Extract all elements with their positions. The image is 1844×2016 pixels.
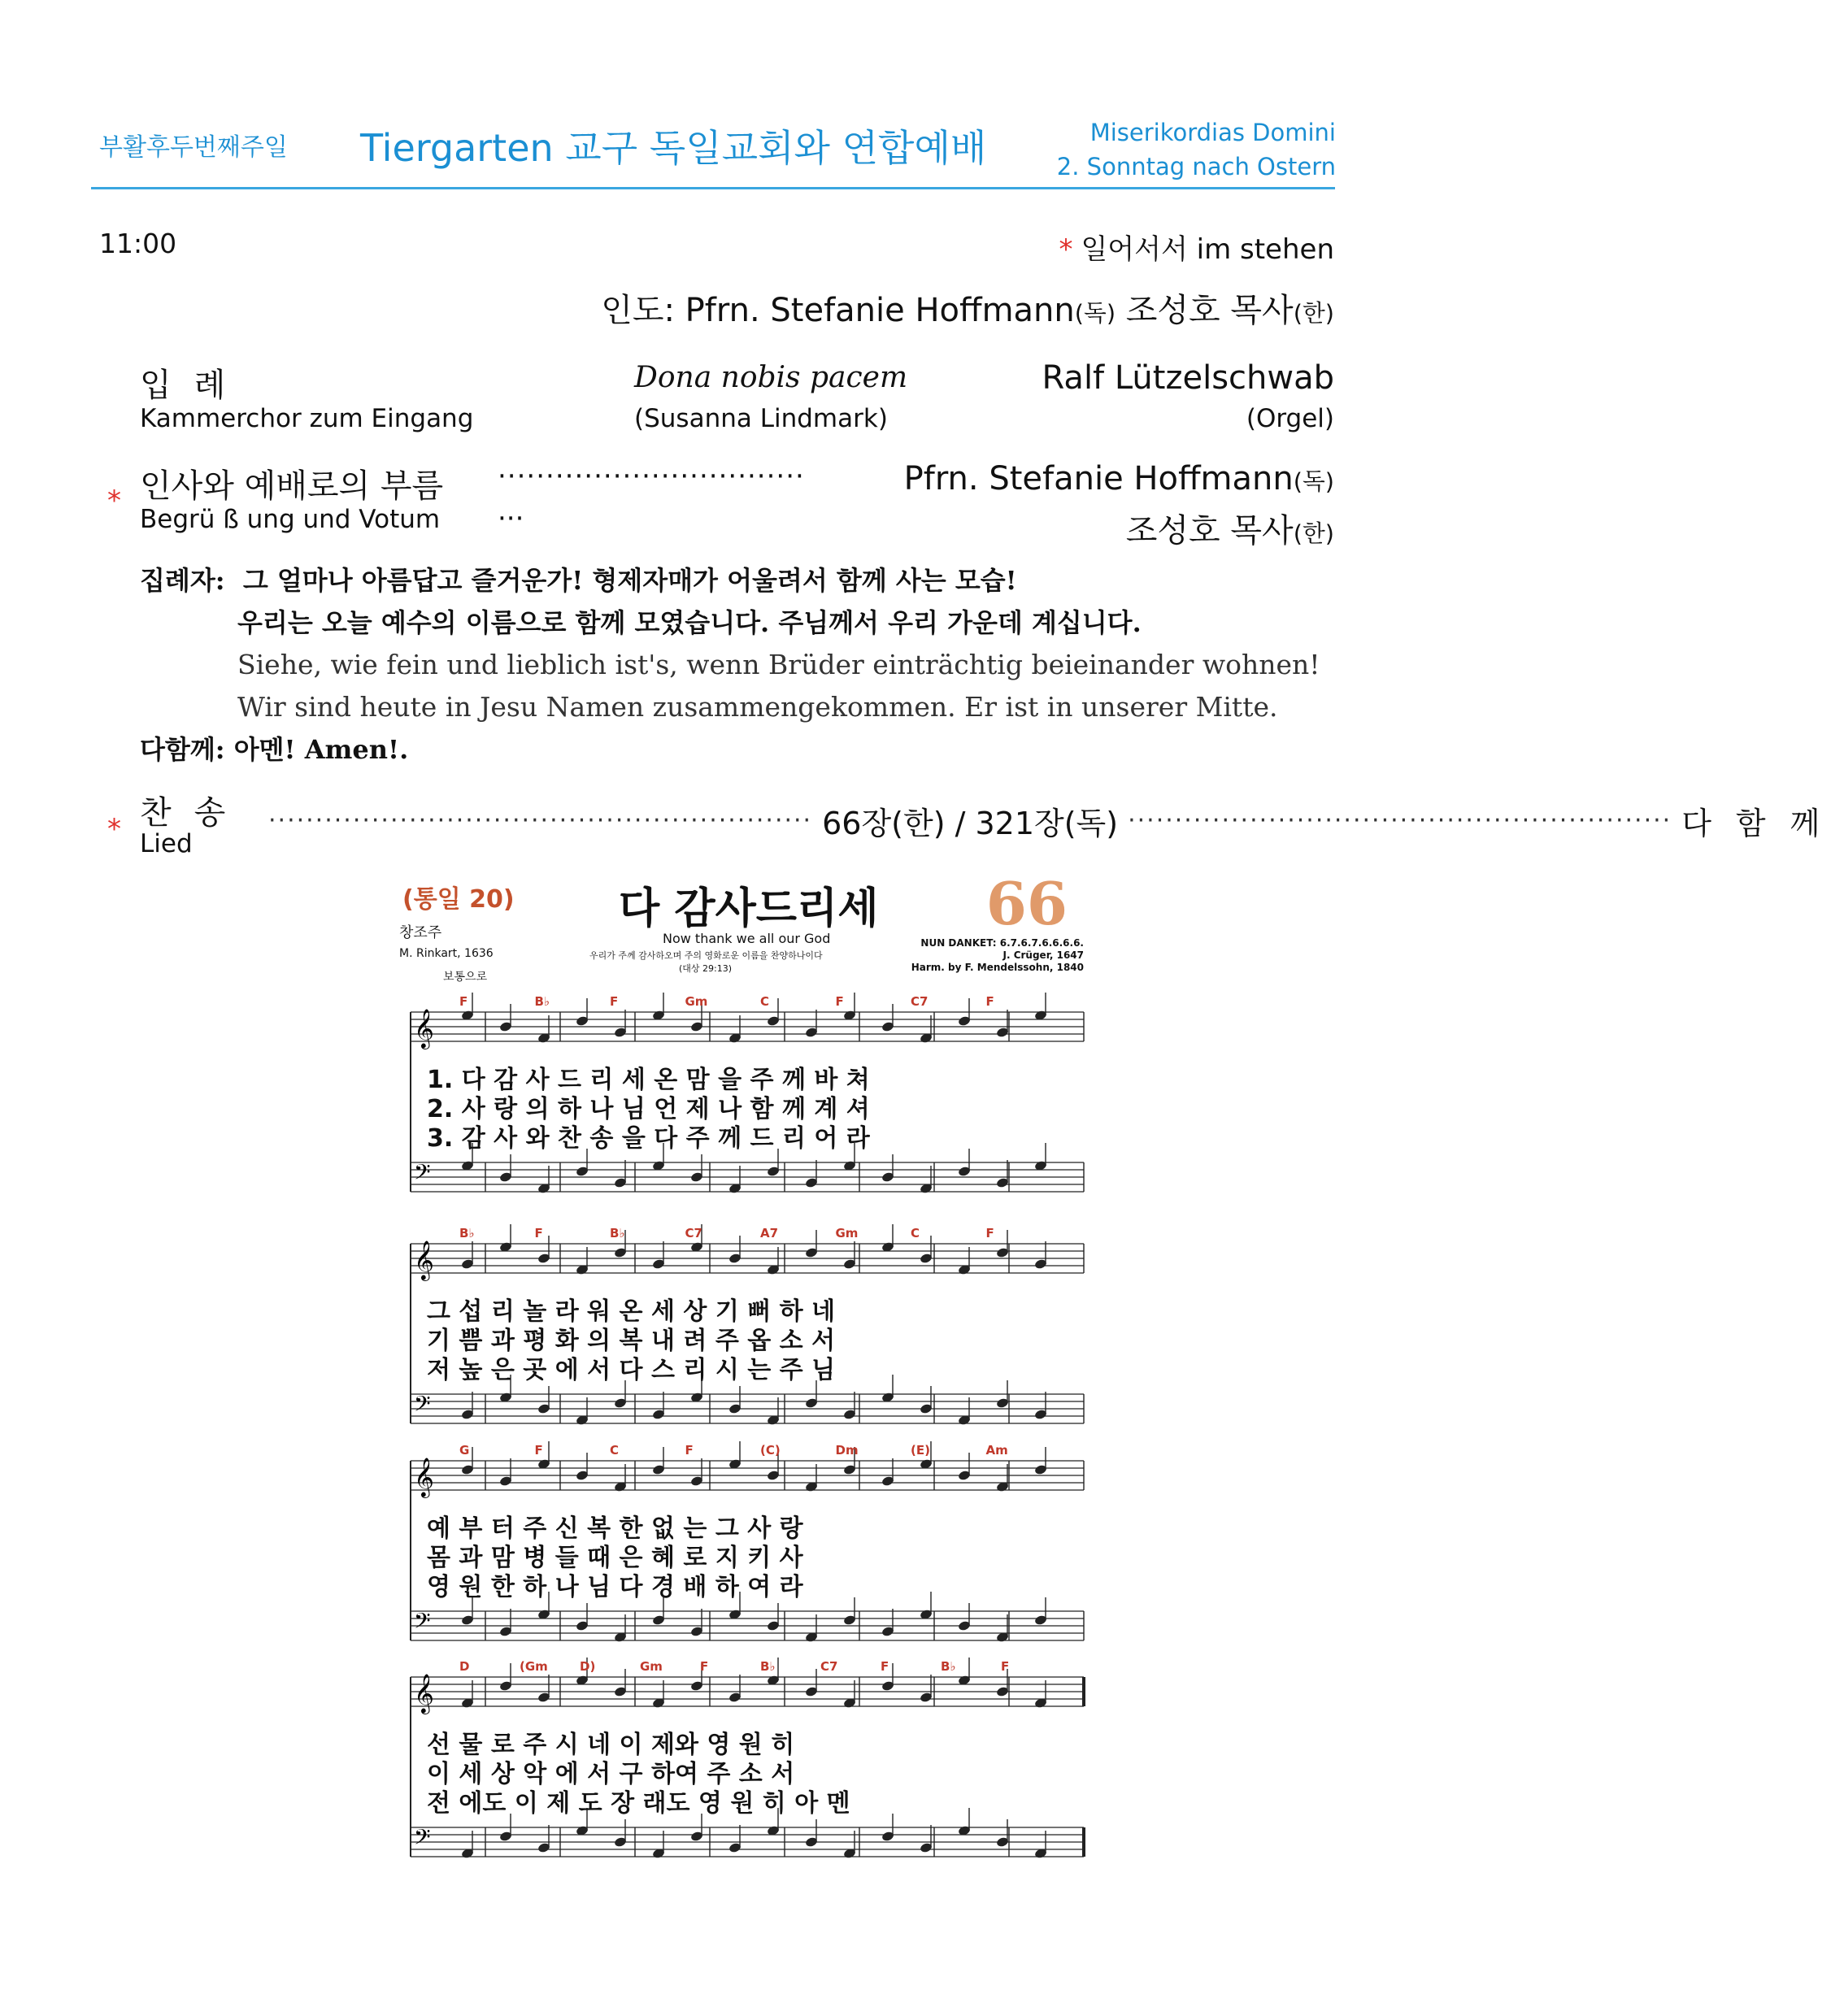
score-chord: B♭ — [941, 1659, 956, 1674]
score-chord: F — [534, 1443, 543, 1458]
liturgy-line-3: Siehe, wie fein und lieblich ist's, wenn Brüder einträchtig beieinander wohnen! — [237, 649, 1320, 680]
score-lyric-line: 전 에도 이 제 도 장 래도 영 원 히 아 멘 — [427, 1789, 850, 1818]
score-chord: C — [610, 1443, 620, 1458]
leader-german: Pfrn. Stefanie Hoffmann — [685, 292, 1075, 329]
score-meter-harmony: Harm. by F. Mendelssohn, 1840 — [911, 962, 1084, 973]
stand-note-text: 일어서서 im stehen — [1081, 233, 1334, 266]
score-chord: F — [459, 994, 468, 1009]
header-divider — [91, 187, 1335, 189]
header-sunday-latin: Miserikordias Domini — [1089, 119, 1336, 146]
score-chord: B♭ — [459, 1226, 475, 1240]
score-chord: F — [881, 1659, 889, 1674]
greeting-person-korean-tag: (한) — [1293, 519, 1334, 547]
score-chord: Gm — [640, 1659, 663, 1674]
greeting-person-german — [904, 460, 1334, 497]
liturgy-text-1: 그 얼마나 아름답고 즐거운가! 형제자매가 어울려서 함께 사는 모습! — [242, 565, 1017, 596]
hymn-title-ko: 찬송 — [140, 794, 249, 832]
score-lyric-line: 영 원 한 하 나 님 다 경 배 하 여 라 — [427, 1573, 803, 1601]
score-english-title: Now thank we all our God — [663, 931, 831, 946]
liturgy-line-2: 우리는 오늘 예수의 이름으로 함께 모였습니다. 주님께서 우리 가운데 계십니다. — [237, 607, 1142, 638]
score-chord: F — [985, 1226, 994, 1240]
score-chord: C7 — [685, 1226, 702, 1240]
prelude-title-ko: 입례 — [140, 367, 249, 404]
score-lyric-line: 2. 사 랑 의 하 나 님 언 제 나 함 께 계 셔 — [427, 1095, 870, 1123]
score-verse-ref: (대상 29:13) — [679, 963, 733, 974]
score-category: 창조주 — [399, 924, 442, 941]
score-lyric-line: 저 높 은 곳 에 서 다 스 리 시 는 주 님 — [427, 1356, 836, 1384]
hymn-dots-left: ·························································· — [268, 806, 813, 835]
liturgy-line-4: Wir sind heute in Jesu Namen zusammengekommen. Er ist in unserer Mitte. — [237, 691, 1278, 723]
prelude-instrument: (Orgel) — [1246, 404, 1334, 433]
greeting-dots-2: ··· — [498, 502, 524, 535]
prelude-performer: Ralf Lützelschwab — [1042, 359, 1334, 397]
score-chord: D — [459, 1659, 470, 1674]
liturgy-leader-label: 집례자: — [140, 565, 225, 596]
header-sunday-german: 2. Sonntag nach Ostern — [1056, 153, 1336, 180]
prelude-piece: Dona nobis pacem — [634, 361, 908, 394]
score-chord: D) — [580, 1659, 596, 1674]
score-lyric-line: 이 세 상 악 에 서 구 하여 주 소 서 — [427, 1760, 795, 1788]
header-title: Tiergarten 교구 독일교회와 연합예배 — [360, 126, 987, 170]
stand-note — [1059, 227, 1334, 267]
bass-clef-icon: 𝄢 — [414, 1391, 431, 1422]
score-number: 66 — [985, 869, 1068, 938]
leader-korean: 조성호 목사 — [1125, 292, 1294, 329]
treble-clef-icon: 𝄞 — [414, 1457, 434, 1497]
score-lyric-line: 기 쁨 과 평 화 의 복 내 려 주 옵 소 서 — [427, 1327, 836, 1355]
score-meter-composer: J. Crüger, 1647 — [1002, 949, 1084, 961]
greeting-title-ko: 인사와 예배로의 부름 — [140, 467, 444, 505]
leaders-label: 인도: — [601, 292, 675, 329]
score-chord: F — [835, 994, 844, 1009]
liturgy-block — [140, 559, 1320, 771]
score-chord: C — [760, 994, 770, 1009]
leader-german-tag: (독) — [1074, 299, 1116, 327]
greeting-person-korean — [1126, 505, 1334, 551]
score-chord: B♭ — [610, 1226, 625, 1240]
treble-clef-icon: 𝄞 — [414, 1673, 434, 1713]
stand-star-icon: * — [1059, 233, 1073, 266]
header-sunday-ko: 부활후두번째주일 — [99, 133, 288, 162]
score-chord: C7 — [911, 994, 929, 1009]
score-chord: B♭ — [760, 1659, 776, 1674]
score-chord: C7 — [820, 1659, 838, 1674]
score-chord: Dm — [835, 1443, 859, 1458]
score-badge: (통일 20) — [402, 885, 515, 914]
score-lyric-line: 그 섭 리 놀 라 워 온 세 상 기 뻐 하 네 — [427, 1297, 836, 1326]
score-lyric-line: 예 부 터 주 신 복 한 없 는 그 사 랑 — [427, 1514, 803, 1543]
liturgy-all-text: 아멘! Amen!. — [233, 734, 409, 765]
score-chord: Am — [985, 1443, 1008, 1458]
liturgy-line-1 — [140, 559, 1320, 602]
score-chord: F — [985, 994, 994, 1009]
leaders-line — [512, 285, 1334, 331]
prelude-composer: (Susanna Lindmark) — [634, 404, 888, 433]
hymn-performer: 다함께 — [1681, 806, 1844, 841]
score-chord: A7 — [760, 1226, 779, 1240]
treble-clef-icon: 𝄞 — [414, 1008, 434, 1048]
score-chord: Gm — [835, 1226, 859, 1240]
hymn-stand-star-icon: * — [107, 813, 121, 845]
score-chord: G — [459, 1443, 470, 1458]
hymn-dots-right: ·························································· — [1128, 806, 1672, 835]
leader-korean-tag: (한) — [1293, 299, 1334, 327]
score-chord: F — [534, 1226, 543, 1240]
score-chord: F — [610, 994, 619, 1009]
liturgy-all-line — [140, 728, 1320, 771]
score-verse-note: 우리가 주께 감사하오며 주의 영화로운 이름을 찬양하나이다 — [589, 950, 823, 961]
hymn-line — [259, 798, 1844, 843]
greeting-person-german-name: Pfrn. Stefanie Hoffmann — [903, 460, 1294, 497]
hymn-score — [394, 869, 1100, 1935]
score-chord: F — [1001, 1659, 1010, 1674]
greeting-stand-star-icon: * — [107, 484, 121, 517]
score-meter-tune: NUN DANKET: 6.7.6.7.6.6.6.6. — [920, 937, 1084, 949]
score-lyric-line: 몸 과 맘 병 들 때 은 혜 로 지 키 사 — [427, 1544, 803, 1572]
bass-clef-icon: 𝄢 — [414, 1159, 431, 1190]
score-title: 다 감사드리세 — [619, 884, 879, 933]
score-chord: F — [700, 1659, 709, 1674]
score-author: M. Rinkart, 1636 — [399, 947, 494, 960]
score-chord: Gm — [685, 994, 708, 1009]
score-chord: (Gm — [520, 1659, 548, 1674]
greeting-dots: ································ — [498, 460, 805, 493]
header-sunday-de — [1057, 115, 1336, 184]
bass-clef-icon: 𝄢 — [414, 1608, 431, 1639]
score-chord: (E) — [911, 1443, 930, 1458]
score-lyric-line: 1. 다 감 사 드 리 세 온 맘 을 주 께 바 쳐 — [427, 1066, 870, 1094]
greeting-person-german-tag: (독) — [1293, 467, 1334, 495]
hymn-title-de: Lied — [140, 829, 193, 858]
prelude-title-de: Kammerchor zum Eingang — [140, 404, 474, 433]
score-lyric-line: 3. 감 사 와 찬 송 을 다 주 께 드 리 어 라 — [427, 1124, 870, 1153]
score-chord: C — [911, 1226, 920, 1240]
score-chord: B♭ — [534, 994, 550, 1009]
service-time: 11:00 — [99, 228, 177, 259]
score-lyric-line: 선 물 로 주 시 네 이 제와 영 원 히 — [427, 1731, 795, 1759]
score-chord: F — [685, 1443, 694, 1458]
greeting-person-korean-name: 조성호 목사 — [1125, 512, 1294, 550]
liturgy-all-label: 다함께: — [140, 734, 225, 765]
treble-clef-icon: 𝄞 — [414, 1240, 434, 1280]
score-chord: (C) — [760, 1443, 781, 1458]
score-tempo: 보통으로 — [443, 971, 488, 984]
greeting-title-de: Begrü ß ung und Votum — [140, 505, 441, 534]
bass-clef-icon: 𝄢 — [414, 1824, 431, 1855]
hymn-numbers: 66장(한) / 321장(독) — [822, 806, 1119, 841]
